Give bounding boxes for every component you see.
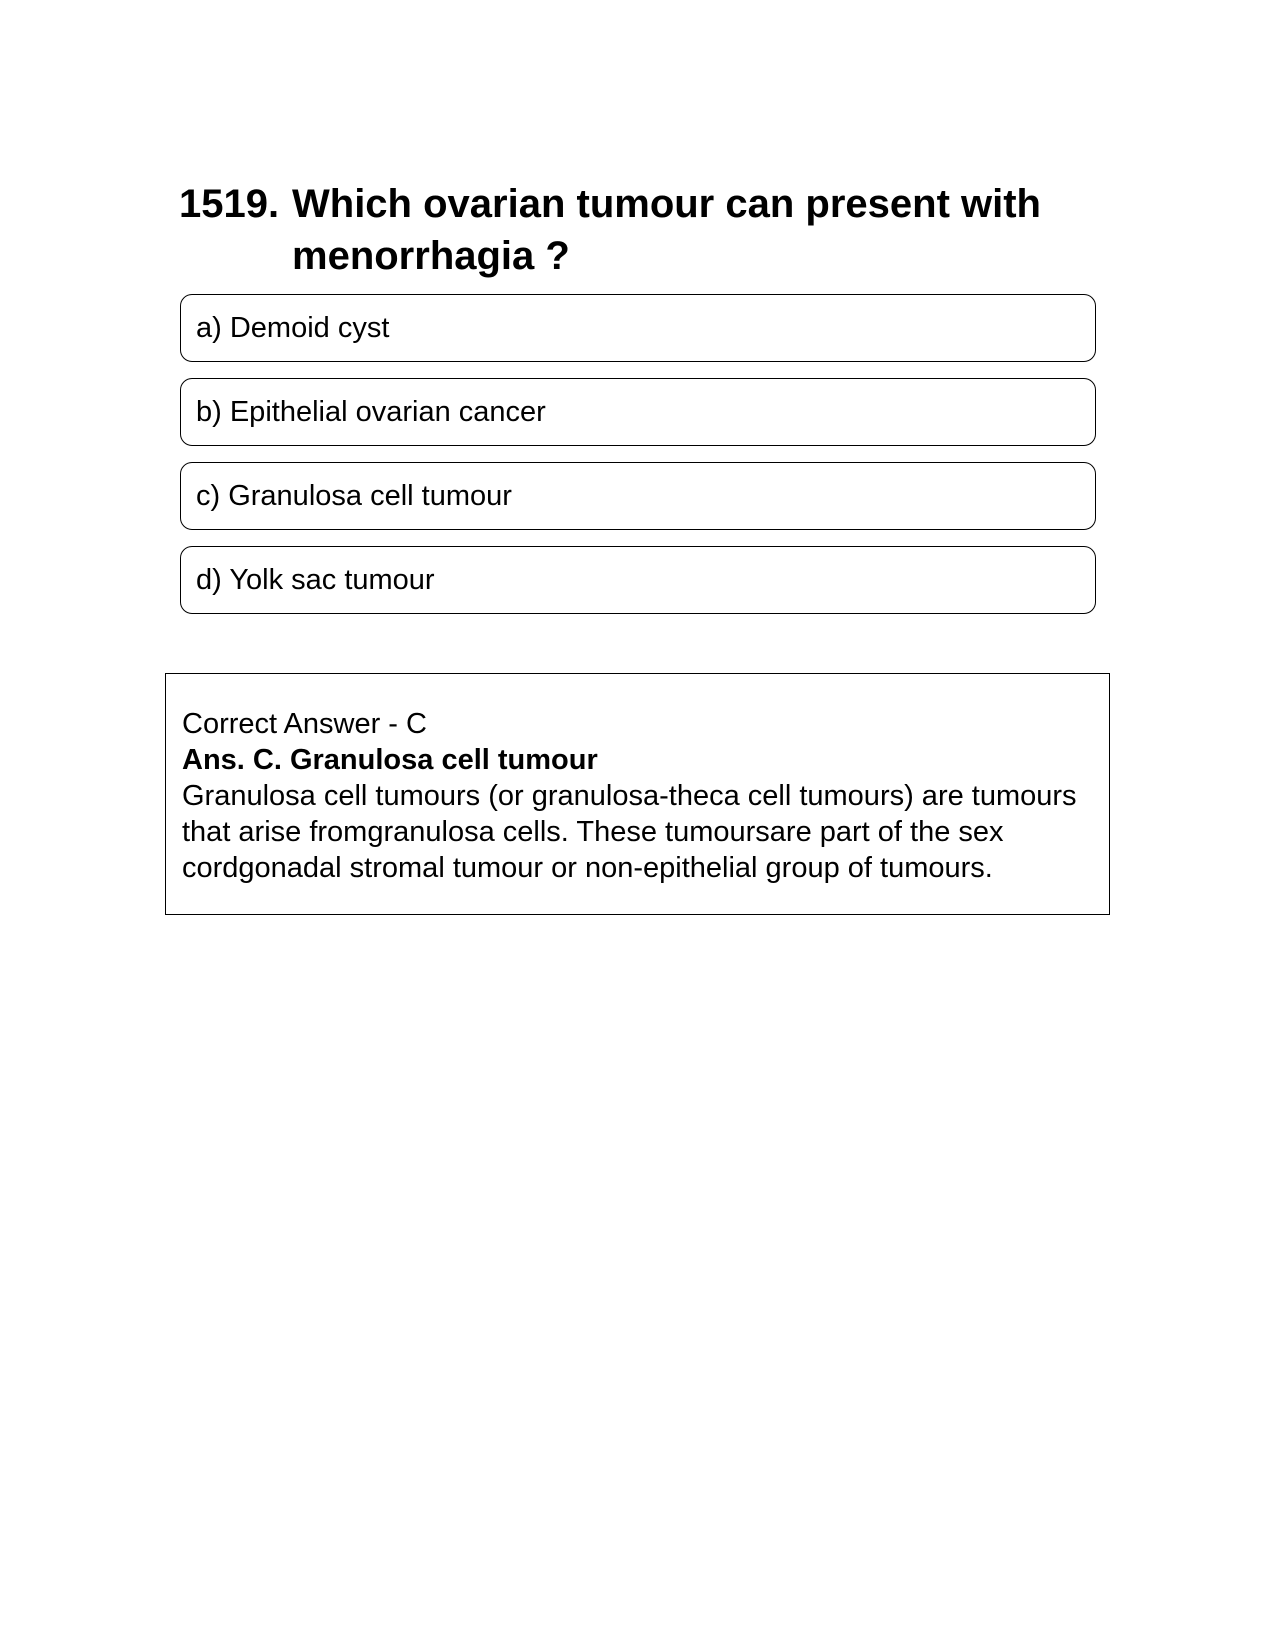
option-c-label: c) Granulosa cell tumour xyxy=(196,480,512,512)
answer-title: Ans. C. Granulosa cell tumour xyxy=(182,744,598,776)
option-d-label: d) Yolk sac tumour xyxy=(196,564,435,596)
option-d[interactable] xyxy=(180,546,1096,614)
question-heading xyxy=(179,178,1109,282)
option-c[interactable] xyxy=(180,462,1096,530)
option-b[interactable] xyxy=(180,378,1096,446)
question-text: Which ovarian tumour can present with menorrhagia ? xyxy=(292,182,1041,278)
answer-box xyxy=(165,673,1110,915)
correct-answer: Correct Answer - C xyxy=(182,708,427,740)
options-list xyxy=(180,294,1096,630)
answer-explanation: Granulosa cell tumours (or granulosa-theca cell tumours) are tumours that arise fromgranulosa cells. These tumoursare part of the sex cordgonadal stromal tumour or non-epithelial group of tumours. xyxy=(182,780,1077,884)
question-number: 1519. xyxy=(179,182,280,226)
option-a-label: a) Demoid cyst xyxy=(196,312,390,344)
option-a[interactable] xyxy=(180,294,1096,362)
option-b-label: b) Epithelial ovarian cancer xyxy=(196,396,546,428)
